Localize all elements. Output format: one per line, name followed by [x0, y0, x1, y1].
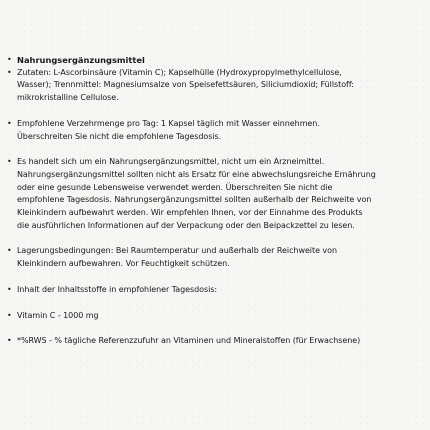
- content-heading-text: Inhalt der Inhaltsstoffe in empfohlener Tagesdosis:: [17, 284, 218, 294]
- bullet-icon: •: [7, 336, 12, 346]
- warning-text: Es handelt sich um ein Nahrungsergänzungsmittel, nicht um ein Arzneimittel. Nahrungsergänzungsmittel sollten nicht als Ersatz für eine abwechslungsreiche Ernährung oder eine gesunde Lebensweise verwendet werden. Überschreiten Sie nicht die empfohlene Tagesdosis. Nahrungsergänzungsmittel sollten außerhalb der Reichweite von Kleinkindern aufbewahrt werden. Wir empfehlen Ihnen, vor der Einnahme des Produkts die ausführlichen Informationen auf der Verpackung oder den Beipackzettel zu lesen.: [17, 157, 376, 230]
- spacer: [0, 297, 430, 310]
- bullet-icon: •: [7, 310, 12, 320]
- product-type-text: Nahrungsergänzungsmittel: [17, 55, 145, 65]
- list-item-warning: [0, 156, 430, 232]
- list-item-rws-note: [0, 335, 430, 348]
- bullet-icon: •: [7, 284, 12, 294]
- bullet-icon: •: [7, 67, 12, 77]
- list-item-vitamin-c: [0, 310, 430, 323]
- list-item-dosage: [0, 118, 430, 143]
- bullet-icon: •: [7, 157, 12, 167]
- spacer: [0, 271, 430, 284]
- list-item-product-type: [0, 54, 430, 67]
- spacer: [0, 105, 430, 118]
- rws-note-text: *%RWS - % tägliche Referenzzufuhr an Vitaminen und Mineralstoffen (für Erwachsene): [17, 336, 361, 346]
- list-item-ingredients: [0, 67, 430, 105]
- vitamin-c-text: Vitamin C - 1000 mg: [17, 310, 99, 320]
- bullet-icon: •: [7, 246, 12, 256]
- bullet-icon: •: [7, 118, 12, 128]
- list-item-storage: [0, 245, 430, 270]
- storage-text: Lagerungsbedingungen: Bei Raumtemperatur und außerhalb der Reichweite von Kleinkindern aufbewahren. Vor Feuchtigkeit schützen.: [17, 246, 337, 269]
- product-info-sheet: [0, 54, 430, 348]
- spacer: [0, 322, 430, 335]
- dosage-text: Empfohlene Verzehrmenge pro Tag: 1 Kapsel täglich mit Wasser einnehmen. Überschreiten Sie nicht die empfohlene Tagesdosis.: [17, 118, 320, 141]
- spacer: [0, 143, 430, 156]
- list-item-content-heading: [0, 284, 430, 297]
- bullet-icon: •: [7, 55, 12, 64]
- ingredients-text: Zutaten: L-Ascorbinsäure (Vitamin C); Kapselhülle (Hydroxypropylmethylcellulose, Wasser); Trennmittel: Magnesiumsalze von Speisefettsäuren, Siliciumdioxid; Füllstoff: mikrokristalline Cellulose.: [17, 67, 354, 103]
- spacer: [0, 232, 430, 245]
